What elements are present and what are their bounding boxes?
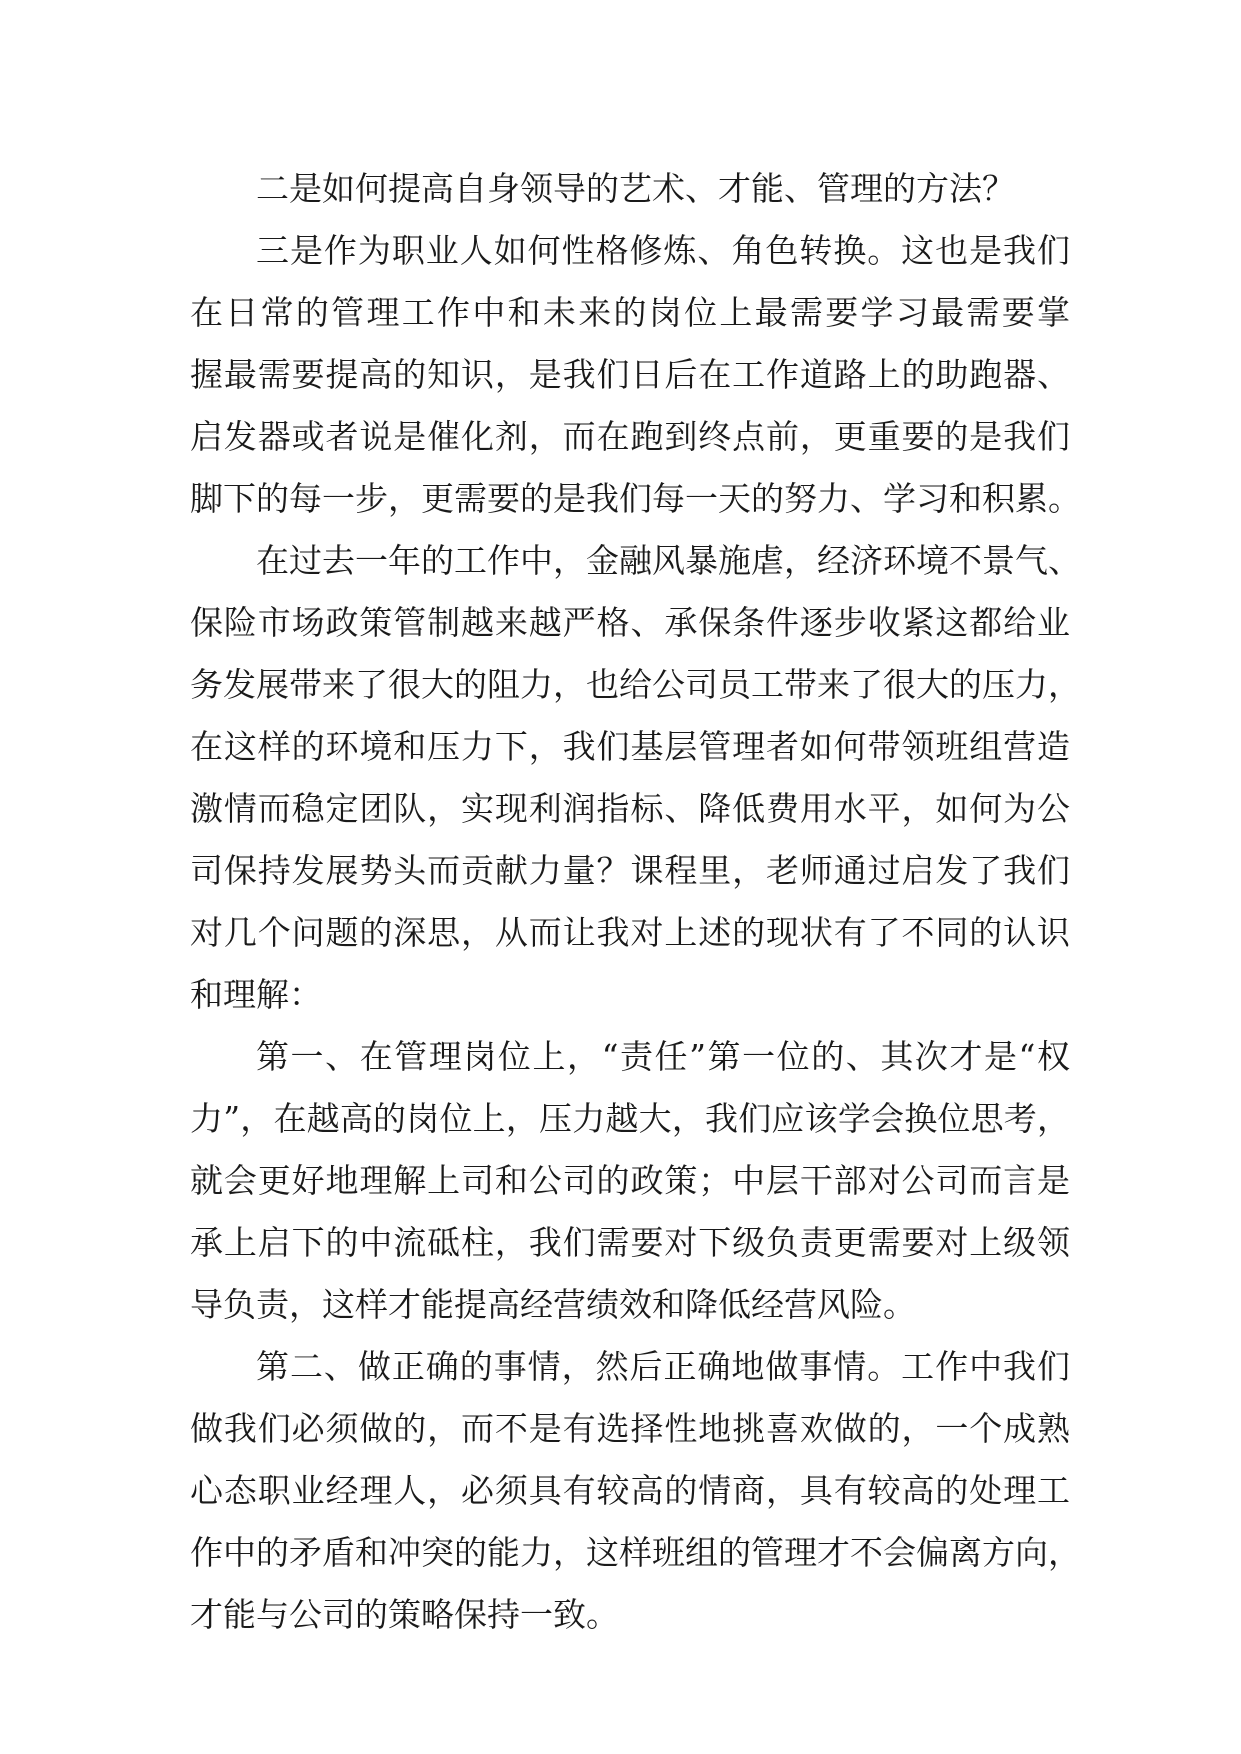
text-line: 做我们必须做的，而不是有选择性地挑喜欢做的，一个成熟 <box>190 1409 1070 1448</box>
text-line: 心态职业经理人，必须具有较高的情商，具有较高的处理工 <box>190 1471 1070 1510</box>
text-line: 才能与公司的策略保持一致。 <box>190 1595 619 1634</box>
text-line: 和理解： <box>190 975 322 1014</box>
text-line: 就会更好地理解上司和公司的政策；中层干部对公司而言是 <box>190 1161 1070 1200</box>
text-line: 第一、在管理岗位上，“责任”第一位的、其次才是“权 <box>256 1037 1070 1076</box>
text-line: 第二、做正确的事情，然后正确地做事情。工作中我们 <box>256 1347 1070 1386</box>
text-line: 保险市场政策管制越来越严格、承保条件逐步收紧这都给业 <box>190 603 1070 642</box>
text-line: 对几个问题的深思，从而让我对上述的现状有了不同的认识 <box>190 913 1070 952</box>
text-line: 激情而稳定团队，实现利润指标、降低费用水平，如何为公 <box>190 789 1070 828</box>
text-line: 三是作为职业人如何性格修炼、角色转换。这也是我们 <box>256 231 1070 270</box>
text-line: 二是如何提高自身领导的艺术、才能、管理的方法？ <box>256 169 1015 208</box>
text-line: 作中的矛盾和冲突的能力，这样班组的管理才不会偏离方向， <box>190 1533 1081 1572</box>
text-line: 启发器或者说是催化剂，而在跑到终点前，更重要的是我们 <box>190 417 1070 456</box>
text-line: 导负责，这样才能提高经营绩效和降低经营风险。 <box>190 1285 916 1324</box>
text-line: 在这样的环境和压力下，我们基层管理者如何带领班组营造 <box>190 727 1070 766</box>
text-line: 脚下的每一步，更需要的是我们每一天的努力、学习和积累。 <box>190 479 1081 518</box>
text-line: 司保持发展势头而贡献力量？课程里，老师通过启发了我们 <box>190 851 1070 890</box>
text-line: 在过去一年的工作中，金融风暴施虐，经济环境不景气、 <box>256 541 1081 580</box>
text-line: 力”，在越高的岗位上，压力越大，我们应该学会换位思考， <box>190 1099 1070 1138</box>
text-line: 承上启下的中流砥柱，我们需要对下级负责更需要对上级领 <box>190 1223 1070 1262</box>
body-text <box>190 158 1081 1646</box>
text-line: 务发展带来了很大的阻力，也给公司员工带来了很大的压力， <box>190 665 1081 704</box>
text-line: 在日常的管理工作中和未来的岗位上最需要学习最需要掌 <box>190 293 1070 332</box>
text-line: 握最需要提高的知识，是我们日后在工作道路上的助跑器、 <box>190 355 1070 394</box>
